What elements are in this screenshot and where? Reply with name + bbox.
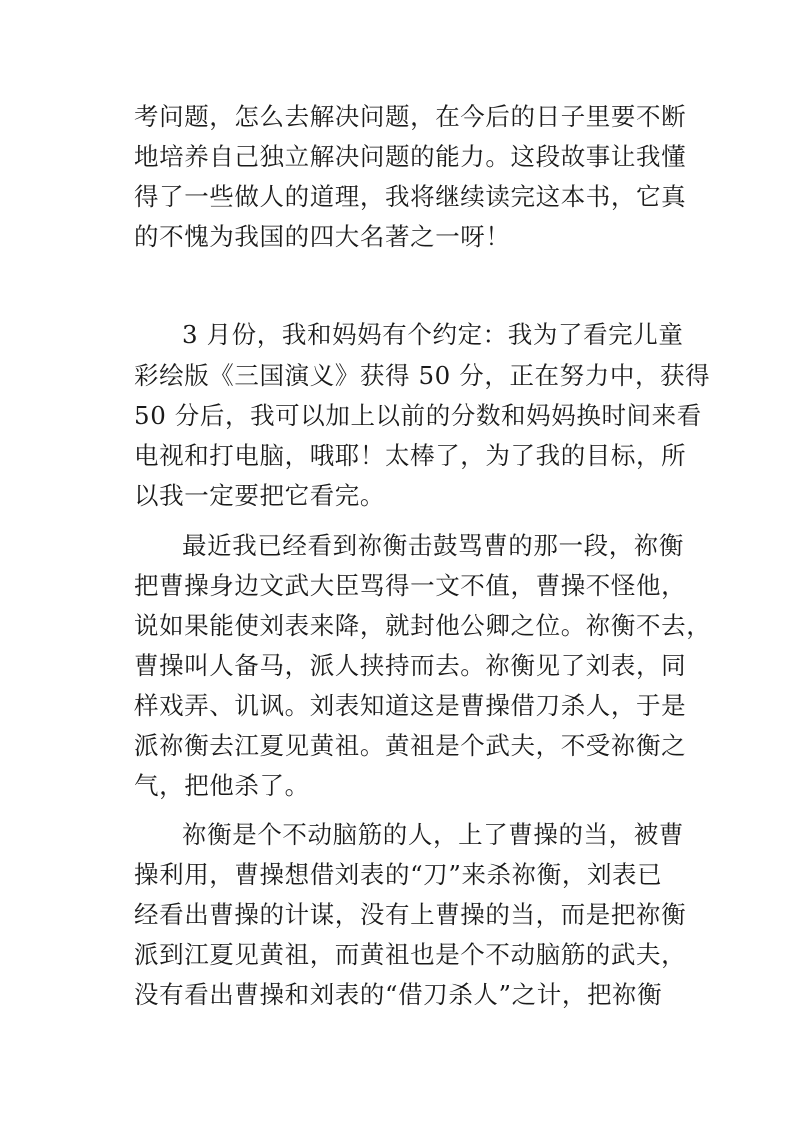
text-line: 祢衡是个不动脑筋的人，上了曹操的当，被曹	[182, 820, 684, 849]
text-line: 派到江夏见黄祖，而黄祖也是个不动脑筋的武夫，	[134, 940, 687, 969]
text-line: 派祢衡去江夏见黄祖。黄祖是个武夫，不受祢衡之	[134, 731, 687, 760]
text-line: 样戏弄、讥讽。刘表知道这是曹操借刀杀人，于是	[134, 691, 687, 720]
text-line: 50 分后，我可以加上以前的分数和妈妈换时间来看	[134, 401, 702, 430]
text-line: 的不愧为我国的四大名著之一呀！	[134, 222, 511, 251]
text-line: 3 月份，我和妈妈有个约定：我为了看完儿童	[182, 320, 684, 349]
text-line: 没有看出曹操和刘表的“借刀杀人”之计，把祢衡	[134, 980, 663, 1009]
text-line: 最近我已经看到祢衡击鼓骂曹的那一段，祢衡	[182, 531, 684, 560]
text-line: 地培养自己独立解决问题的能力。这段故事让我懂	[134, 142, 687, 171]
text-line: 考问题，怎么去解决问题，在今后的日子里要不断	[134, 102, 687, 131]
text-line: 彩绘版《三国演义》获得 50 分，正在努力中，获得	[134, 361, 711, 390]
text-line: 把曹操身边文武大臣骂得一文不值，曹操不怪他，	[134, 571, 687, 600]
text-line: 电视和打电脑，哦耶！太棒了，为了我的目标，所	[134, 441, 687, 470]
text-line: 得了一些做人的道理，我将继续读完这本书，它真	[134, 182, 687, 211]
text-line: 曹操叫人备马，派人挟持而去。祢衡见了刘表，同	[134, 651, 687, 680]
text-line: 说如果能使刘表来降，就封他公卿之位。祢衡不去，	[134, 611, 712, 640]
text-line: 经看出曹操的计谋，没有上曹操的当，而是把祢衡	[134, 900, 687, 929]
text-line: 气，把他杀了。	[134, 771, 310, 800]
text-line: 以我一定要把它看完。	[134, 481, 385, 510]
text-line: 操利用，曹操想借刘表的“刀”来杀祢衡，刘表已	[134, 860, 663, 889]
